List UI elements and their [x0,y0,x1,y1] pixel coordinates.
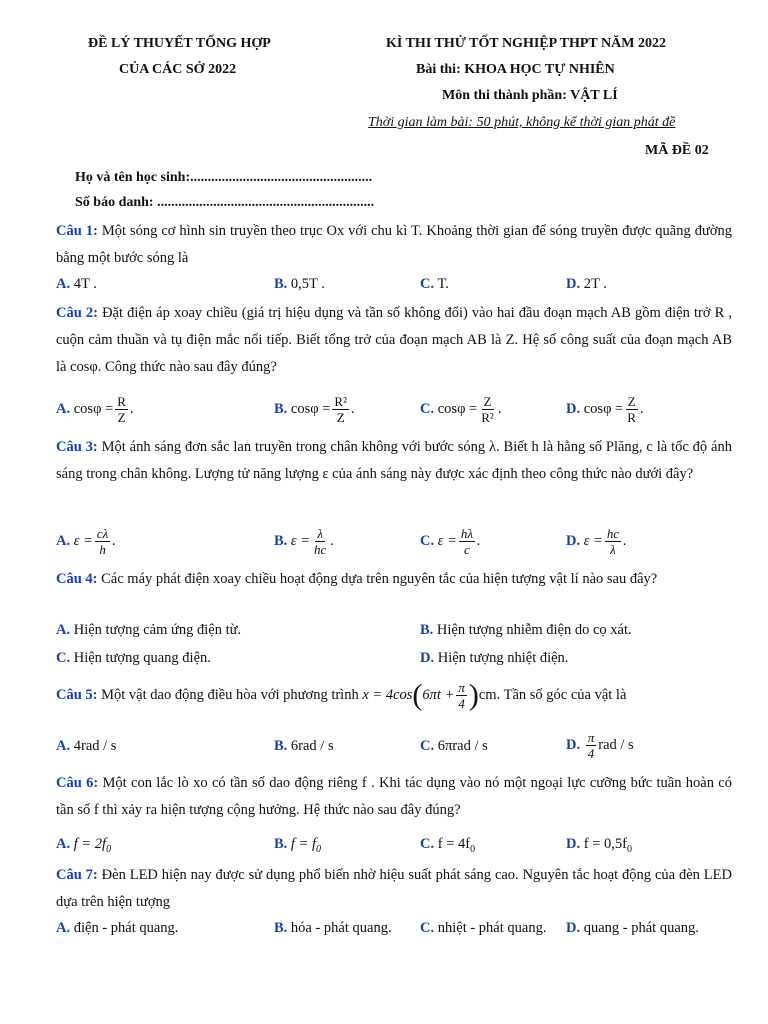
q1-option-b[interactable]: B. 0,5T . [274,276,325,292]
q5-option-d[interactable]: D. $\frac{\pi}{4}$ rad / s [566,730,634,761]
q1-option-a[interactable]: A. 4T . [56,276,97,292]
question-label: Câu 1: [56,223,98,239]
q2-option-d[interactable]: D. cosφ = $\frac{Z}{R}$ . [566,394,644,425]
q6-option-d[interactable]: D. $f = 0,5f_0$ [566,836,632,855]
q3-option-b[interactable]: B. ε = $\frac{\lambda}{hc}$ . [274,526,334,557]
question-7: Câu 7: Đèn LED hiện nay được sử dụng phổ biến nhờ hiệu suất phát sáng cao. Nguyên tắc hoạt động của đèn LED dựa trên hiện tượng [56,867,732,910]
q3-option-d[interactable]: D. ε = $\frac{hc}{\lambda}$ . [566,526,627,557]
question-text: Các máy phát điện xoay chiều hoạt động dựa trên nguyên tắc của hiện tượng vật lí nào sau đây? [97,571,658,587]
question-4: Câu 4: Các máy phát điện xoay chiều hoạt động dựa trên nguyên tắc của hiện tượng vật lí nào sau đây? [56,571,658,587]
q5-option-a[interactable]: A. 4rad / s [56,738,117,754]
header-right-line3: Môn thi thành phần: VẬT LÍ [442,88,618,103]
header-left-line2: CỦA CÁC SỞ 2022 [119,62,237,77]
q5-option-b[interactable]: B. 6rad / s [274,738,334,754]
header-right-line1: KÌ THI THỬ TỐT NGHIỆP THPT NĂM 2022 [386,36,666,51]
q1-option-c[interactable]: C. T. [420,276,449,292]
question-text: Một con lắc lò xo có tần số dao động riêng f . Khi tác dụng vào nó một ngoại lực cưỡng bức tuần hoàn có tần số f thì xảy ra hiện tượng cộng hưởng. Hệ thức nào sau đây đúng? [56,775,732,818]
header-right-line2: Bài thi: KHOA HỌC TỰ NHIÊN [416,62,615,77]
q1-option-d[interactable]: D. 2T . [566,276,607,292]
q6-option-b[interactable]: B. $f = f_0$ [274,836,322,855]
q5-option-c[interactable]: C. 6πrad / s [420,738,488,754]
q3-option-c[interactable]: C. ε = $\frac{h\lambda}{c}$ . [420,526,481,557]
question-text: Đặt điện áp xoay chiều (giá trị hiệu dụng và tần số không đổi) vào hai đầu đoạn mạch AB gồm điện trở R , cuộn cảm thuần và tụ điện mắc nối tiếp. Biết tổng trở của đoạn mạch AB là Z. Hệ số công suất của đoạn mạch AB là cosφ. Công thức nào sau đây đúng? [56,305,732,375]
question-text: Một sóng cơ hình sin truyền theo trục Ox với chu kì T. Khoảng thời gian để sóng truyền được quãng đường bằng một bước sóng là [56,223,732,266]
exam-code: MÃ ĐỀ 02 [645,143,709,158]
q4-option-a[interactable]: A. Hiện tượng cảm ứng điện từ. [56,622,242,638]
time-note: Thời gian làm bài: 50 phút, không kể thời gian phát đề [368,115,676,130]
q4-option-b[interactable]: B. Hiện tượng nhiễm điện do cọ xát. [420,622,632,638]
student-id-field: Số báo danh: .............................................................. [75,195,375,210]
q2-option-b[interactable]: B. cosφ = $\frac{\text{R²}}{Z}$ . [274,394,355,425]
header-left-line1: ĐỀ LÝ THUYẾT TỔNG HỢP [88,36,271,51]
question-text: Đèn LED hiện nay được sử dụng phổ biến nhờ hiệu suất phát sáng cao. Nguyên tắc hoạt động của đèn LED dựa trên hiện tượng [56,867,732,910]
q2-option-c[interactable]: C. cosφ = $\frac{Z}{\text{R²}}$ . [420,394,502,425]
question-text: Một ánh sáng đơn sắc lan truyền trong chân không với bước sóng λ. Biết h là hằng số Plăng, c là tốc độ ánh sáng trong chân không. Lượng tử năng lượng ε của ánh sáng này được xác định theo công thức nào dưới đây? [56,439,732,482]
q7-option-c[interactable]: C. nhiệt - phát quang. [420,920,547,936]
q4-option-c[interactable]: C. Hiện tượng quang điện. [56,650,211,666]
q7-option-a[interactable]: A. điện - phát quang. [56,920,179,936]
question-5: Câu 5: Một vật dao động điều hòa với phương trình x = 4cos(6πt + $\frac{\pi}{4}$ )cm. Tần số góc của vật là [56,678,627,712]
q4-option-d[interactable]: D. Hiện tượng nhiệt điện. [420,650,569,666]
q7-option-d[interactable]: D. quang - phát quang. [566,920,699,936]
question-2: Câu 2: Đặt điện áp xoay chiều (giá trị hiệu dụng và tần số không đổi) vào hai đầu đoạn mạch AB gồm điện trở R , cuộn cảm thuần và tụ điện mắc nối tiếp. Biết tổng trở của đoạn mạch AB là Z. Hệ số công suất của đoạn mạch AB là cosφ. Công thức nào sau đây đúng? [56,305,732,375]
student-name-field: Họ và tên học sinh:.................................................... [75,170,373,185]
question-6: Câu 6: Một con lắc lò xo có tần số dao động riêng f . Khi tác dụng vào nó một ngoại lực cưỡng bức tuần hoàn có tần số f thì xảy ra hiện tượng cộng hưởng. Hệ thức nào sau đây đúng? [56,775,732,818]
q3-option-a[interactable]: A. ε = $\frac{c\lambda}{h}$ . [56,526,116,557]
question-3: Câu 3: Một ánh sáng đơn sắc lan truyền trong chân không với bước sóng λ. Biết h là hằng số Plăng, c là tốc độ ánh sáng trong chân không. Lượng tử năng lượng ε của ánh sáng này được xác định theo công thức nào dưới đây? [56,439,732,482]
q6-option-c[interactable]: C. $f = 4f_0$ [420,836,476,855]
q7-option-b[interactable]: B. hóa - phát quang. [274,920,392,936]
question-1 [56,218,732,272]
q6-option-a[interactable]: A. $f = 2f_0$ [56,836,112,855]
q2-option-a[interactable]: A. cosφ = $\frac{R}{Z}$ . [56,394,134,425]
